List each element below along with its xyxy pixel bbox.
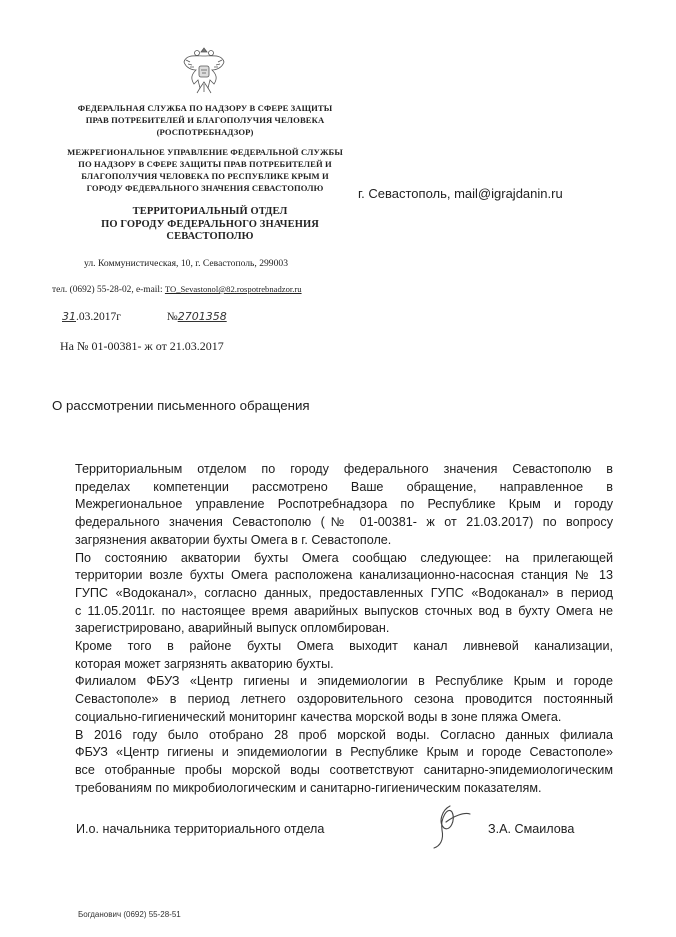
header-line: ПРАВ ПОТРЕБИТЕЛЕЙ И БЛАГОПОЛУЧИЯ ЧЕЛОВЕКА	[85, 115, 325, 125]
handwritten-outgoing-number: 2701358	[177, 310, 227, 323]
body-line: ГУПС «Водоканал», согласно данных, предоставленных ГУПС «Водоканал» в период	[75, 585, 613, 600]
body-paragraph	[47, 727, 613, 798]
interregional-header	[46, 146, 364, 194]
body-line: В 2016 году было отобрано 28 проб морской воды. Согласно данных филиала	[75, 727, 613, 742]
body-line: зарегистрировано, аварийный выпуск опломбирован.	[75, 621, 390, 636]
date-month-year: .03.2017г	[76, 311, 121, 323]
date-and-number	[62, 310, 227, 323]
department-header	[45, 206, 375, 244]
body-line: По состоянию акватории бухты Омега сообщаю следующее: на прилегающей	[75, 550, 613, 565]
sender-email-link[interactable]: TO_Sevastonol@82.rospotrebnadzor.ru	[164, 284, 302, 294]
signatory-name: З.А. Смаилова	[488, 822, 575, 836]
body-line: загрязнения акватории бухты Омега в г. Севастополе.	[75, 532, 392, 547]
body-line: требованиям по микробиологическим и санитарно-гигиеническим показателям.	[75, 780, 542, 795]
body-line: все отобранные пробы морской воды соответствуют санитарно-эпидемиологическим	[75, 762, 613, 777]
handwritten-day: 31	[62, 310, 76, 323]
handwritten-signature-icon	[420, 800, 480, 852]
signatory-title: И.о. начальника территориального отдела	[76, 822, 325, 836]
sender-phone: тел. (0692) 55-28-02, e-mail:	[52, 285, 163, 295]
body-line: Севастополе» в период летнего оздоровительного сезона проводится постоянный	[75, 692, 613, 707]
body-line: Кроме того в районе бухты Омега выходит канал ливневой канализации,	[75, 639, 613, 654]
letter-subject: О рассмотрении письменного обращения	[52, 398, 310, 413]
header-line: ФЕДЕРАЛЬНАЯ СЛУЖБА ПО НАДЗОРУ В СФЕРЕ ЗАЩИТЫ	[77, 103, 333, 113]
body-paragraph	[47, 461, 613, 550]
body-line: пределах компетенции рассмотрено Ваше обращение, направленное в	[75, 479, 613, 494]
body-line: Межрегиональное управление Роспотребнадзора по Республике Крым и городу	[75, 497, 613, 512]
header-line: ПО НАДЗОРУ В СФЕРЕ ЗАЩИТЫ ПРАВ ПОТРЕБИТЕЛЕЙ И	[78, 159, 332, 169]
letter-body	[47, 461, 613, 797]
body-line: Территориальным отделом по городу федерального значения Севастополю в	[75, 462, 613, 476]
sender-address: ул. Коммунистическая, 10, г. Севастополь, 299003	[84, 258, 288, 269]
header-line: МЕЖРЕГИОНАЛЬНОЕ УПРАВЛЕНИЕ ФЕДЕРАЛЬНОЙ СЛУЖБЫ	[67, 147, 343, 157]
sender-contacts	[52, 284, 302, 295]
header-line: ТЕРРИТОРИАЛЬНЫЙ ОТДЕЛ	[132, 206, 288, 217]
executor-footer: Богданович (0692) 55-28-51	[78, 910, 181, 919]
body-line: Филиалом ФБУЗ «Центр гигиены и эпидемиологии в Республике Крым и городе	[75, 674, 613, 689]
agency-header	[40, 102, 370, 138]
recipient-address: г. Севастополь, mail@igrajdanin.ru	[358, 186, 563, 201]
body-line: федерального значения Севастополю (№ 01-00381- ж от 21.03.2017) по вопросу	[75, 515, 613, 530]
outgoing-number-prefix: №	[166, 311, 178, 323]
body-paragraph	[47, 550, 613, 639]
body-paragraph	[47, 673, 613, 726]
body-line: которая может загрязнять акваторию бухты.	[75, 656, 334, 671]
body-line: территории возле бухты Омега расположена канализационно-насосная станция № 13	[75, 568, 613, 583]
body-line: ФБУЗ «Центр гигиены и эпидемиологии в Республике Крым и городе Севастополе»	[75, 745, 613, 760]
coat-of-arms-emblem-icon	[180, 44, 228, 96]
body-line: социально-гигиенический мониторинг качества морской воды в зоне пляжа Омега.	[75, 709, 562, 724]
reference-line: На № 01-00381- ж от 21.03.2017	[60, 339, 224, 353]
header-line: ПО ГОРОДУ ФЕДЕРАЛЬНОГО ЗНАЧЕНИЯ	[101, 218, 319, 230]
header-line: (РОСПОТРЕБНАДЗОР)	[156, 127, 254, 137]
body-line: с 11.05.2011г. по настоящее время аварийных выпусков сточных вод в бухту Омега не	[75, 603, 613, 618]
body-paragraph	[47, 638, 613, 673]
header-line: ГОРОДУ ФЕДЕРАЛЬНОГО ЗНАЧЕНИЯ СЕВАСТОПОЛЮ	[86, 183, 324, 193]
header-line: БЛАГОПОЛУЧИЯ ЧЕЛОВЕКА ПО РЕСПУБЛИКЕ КРЫМ И	[81, 171, 329, 181]
header-line: СЕВАСТОПОЛЮ	[166, 231, 254, 242]
